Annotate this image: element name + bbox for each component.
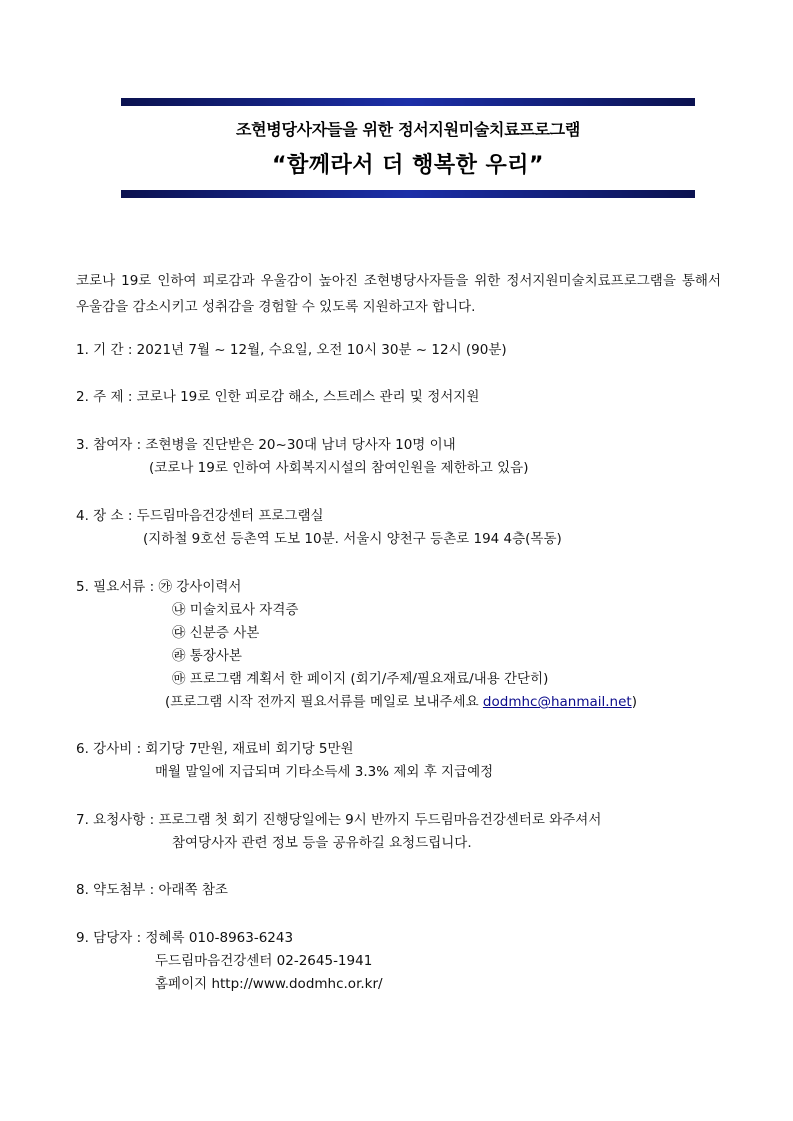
intro-paragraph: 코로나 19로 인하여 피로감과 우울감이 높아진 조현병당사자들을 위한 정서지원미술치료프로그램을 통해서 우울감을 감소시키고 성취감을 경험할 수 있도록 지원하고자 합니다. — [76, 273, 721, 315]
item-docs: 5. 필요서류 : ㉮ 강사이력서 — [76, 579, 242, 595]
item-docs-5: ㉲ 프로그램 계획서 한 페이지 (회기/주제/필요재료/내용 간단히) — [172, 671, 549, 687]
docs-note-text: (프로그램 시작 전까지 필요서류를 메일로 보내주세요 — [165, 694, 483, 710]
item-attach: 8. 약도첨부 : 아래쪽 참조 — [76, 882, 228, 898]
item-docs-2: ㉯ 미술치료사 자격증 — [172, 602, 299, 618]
docs-note-close: ) — [631, 694, 637, 710]
item-theme: 2. 주 제 : 코로나 19로 인한 피로감 해소, 스트레스 관리 및 정서지원 — [76, 389, 480, 405]
item-fee: 6. 강사비 : 회기당 7만원, 재료비 회기당 5만원 — [76, 741, 354, 757]
email-link[interactable]: dodmhc@hanmail.net — [482, 694, 632, 710]
item-docs-3: ㉰ 신분증 사본 — [172, 625, 260, 641]
item-place: 4. 장 소 : 두드림마음건강센터 프로그램실 — [76, 508, 324, 524]
doc-title: 조현병당사자들을 위한 정서지원미술치료프로그램 — [236, 120, 580, 139]
item-fee-note: 매월 말일에 지급되며 기타소득세 3.3% 제외 후 지급예정 — [155, 764, 494, 780]
item-docs-note — [165, 693, 637, 711]
doc-subtitle: “함께라서 더 행복한 우리” — [272, 153, 544, 178]
item-participants-note: (코로나 19로 인하여 사회복지시설의 참여인원을 제한하고 있음) — [149, 460, 529, 476]
item-request: 7. 요청사항 : 프로그램 첫 회기 진행당일에는 9시 반까지 두드림마음건강센터로 와주셔서 — [76, 812, 602, 828]
item-contact-web: 홈페이지 http://www.dodmhc.or.kr/ — [155, 976, 383, 992]
item-request-note: 참여당사자 관련 정보 등을 공유하길 요청드립니다. — [172, 835, 472, 851]
header-top-bar — [121, 98, 695, 106]
item-contact: 9. 담당자 : 정혜록 010-8963-6243 — [76, 930, 294, 946]
item-participants: 3. 참여자 : 조현병을 진단받은 20~30대 남녀 당사자 10명 이내 — [76, 437, 456, 453]
header-bottom-bar — [121, 190, 695, 198]
item-docs-4: ㉱ 통장사본 — [172, 648, 242, 664]
item-period: 1. 기 간 : 2021년 7월 ~ 12월, 수요일, 오전 10시 30분 ~ 12시 (90분) — [76, 342, 507, 358]
item-place-note: (지하철 9호선 등촌역 도보 10분. 서울시 양천구 등촌로 194 4층(목동) — [143, 531, 562, 547]
item-contact-phone: 두드림마음건강센터 02-2645-1941 — [155, 953, 373, 969]
